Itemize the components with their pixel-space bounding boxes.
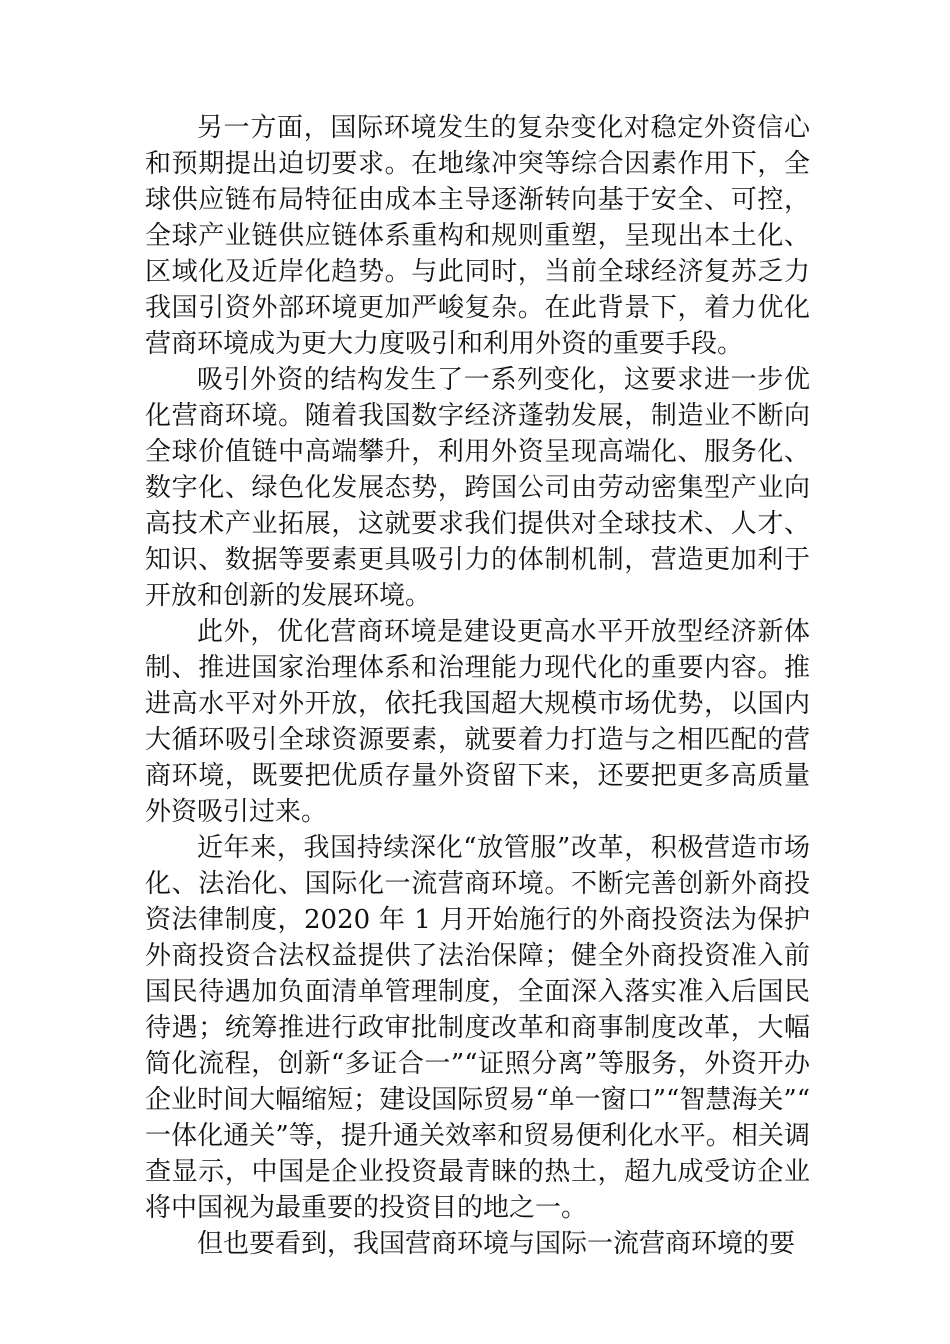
paragraph-open-economy: 此外，优化营商环境是建设更高水平开放型经济新体制、推进国家治理体系和治理能力现代化的重要内容。推进高水平对外开放，依托我国超大规模市场优势，以国内大循环吸引全球资源要素，就要着力打造与之相匹配的营商环境，既要把优质存量外资留下来，还要把更多高质量外资吸引过来。	[145, 617, 810, 827]
paragraph-gap-note: 但也要看到，我国营商环境与国际一流营商环境的要	[197, 1229, 796, 1259]
paragraph-investment-structure: 吸引外资的结构发生了一系列变化，这要求进一步优化营商环境。随着我国数字经济蓬勃发展，制造业不断向全球价值链中高端攀升，利用外资呈现高端化、服务化、数字化、绿色化发展态势，跨国公司由劳动密集型产业向高技术产业拓展，这就要求我们提供对全球技术、人才、知识、数据等要素更具吸引力的体制机制，营造更加利于开放和创新的发展环境。	[145, 365, 810, 611]
paragraph-reform-progress: 近年来，我国持续深化“放管服”改革，积极营造市场化、法治化、国际化一流营商环境。不断完善创新外商投资法律制度，2020 年 1 月开始施行的外商投资法为保护外商投资合法权益提供了法治保障；健全外商投资准入前国民待遇加负面清单管理制度，全面深入落实准入后国民待遇；统筹推进行政审批制度改革和商事制度改革，大幅简化流程，创新“多证合一”“证照分离”等服务，外资开办企业时间大幅缩短；建设国际贸易“单一窗口”“智慧海关”“一体化通关”等，提升通关效率和贸易便利化水平。相关调查显示，中国是企业投资最青睐的热土，超九成受访企业将中国视为最重要的投资目的地之一。	[145, 833, 810, 1223]
paragraph-foreign-environment: 另一方面，国际环境发生的复杂变化对稳定外资信心和预期提出迫切要求。在地缘冲突等综合因素作用下，全球供应链布局特征由成本主导逐渐转向基于安全、可控，全球产业链供应链体系重构和规则重塑，呈现出本土化、区域化及近岸化趋势。与此同时，当前全球经济复苏乏力我国引资外部环境更加严峻复杂。在此背景下，着力优化营商环境成为更大力度吸引和利用外资的重要手段。	[145, 113, 810, 359]
document-page	[145, 110, 810, 1262]
